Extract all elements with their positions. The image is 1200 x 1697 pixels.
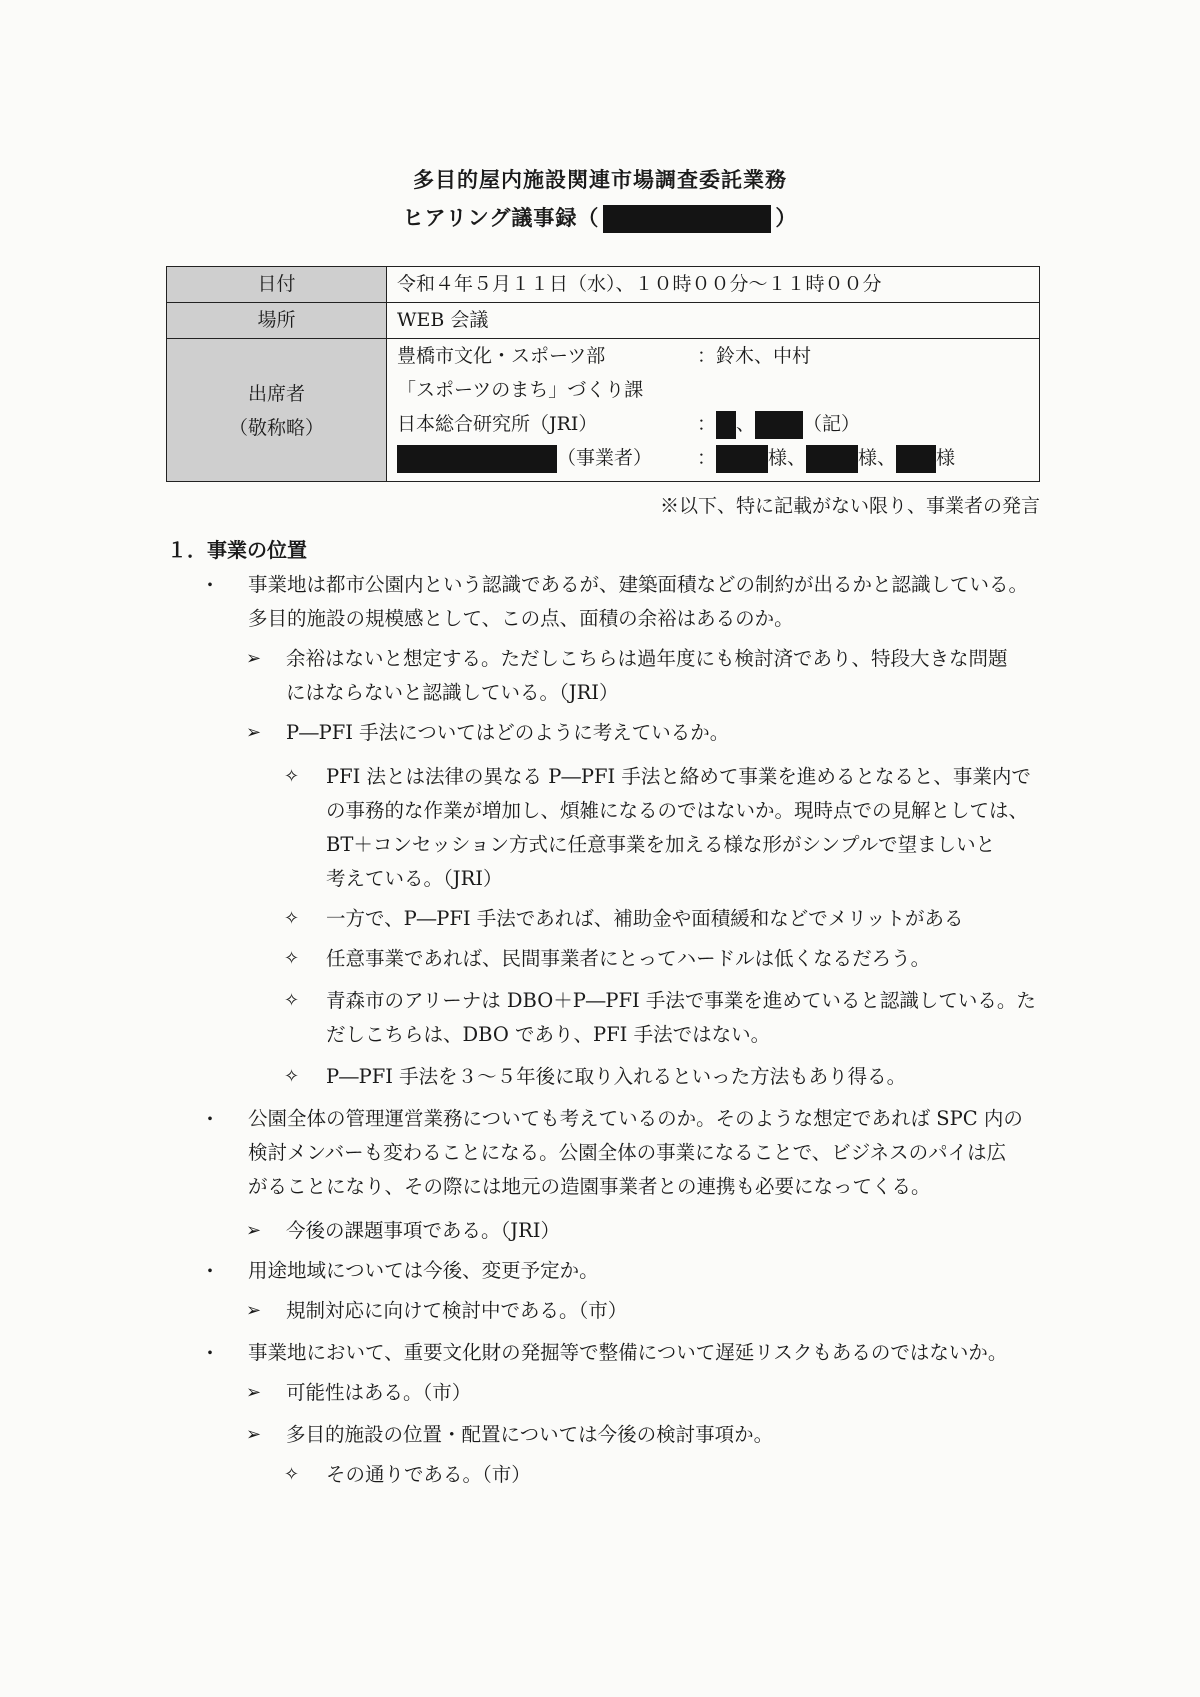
list-item <box>0 942 1200 978</box>
attendee-org: 「スポーツのまち」づくり課 <box>397 379 644 401</box>
redacted-company-name <box>603 205 771 233</box>
arrow-bullet-icon: ➢ <box>246 1424 262 1445</box>
redacted-name <box>896 445 936 473</box>
list-item <box>0 1060 1200 1096</box>
attendee-names <box>697 441 955 475</box>
diamond-bullet-icon: ✧ <box>284 766 300 787</box>
list-item <box>0 716 1200 752</box>
item-text: その通りである。（市） <box>326 1463 531 1486</box>
attendee-names <box>697 407 860 441</box>
item-text: 青森市のアリーナは DBO＋P―PFI 手法で事業を進めていると認識している。た だしこちらは、DBO であり、PFI 手法ではない。 <box>326 989 1036 1046</box>
subtitle-suffix: ） <box>775 206 798 230</box>
item-text: 可能性はある。（市） <box>286 1381 472 1404</box>
item-text: 多目的施設の位置・配置については今後の検討事項か。 <box>286 1423 774 1446</box>
item-text: PFI 法とは法律の異なる P―PFI 手法と絡めて事業を進めるとなると、事業内で の事務的な作業が増加し、煩雑になるのではないか。現時点での見解としては、 BT＋コンセッション方式に任意事業を加える様な形がシンプルで望ましいと 考えている。（JRI） <box>326 765 1031 890</box>
list-item <box>0 902 1200 938</box>
honorific: 様、 <box>768 447 807 469</box>
attendee-row-city <box>397 339 1039 373</box>
attendee-org: 豊橋市文化・スポーツ部 <box>397 345 606 367</box>
diamond-bullet-icon: ✧ <box>284 948 300 969</box>
separator: ： <box>697 447 717 469</box>
attendee-org: （事業者） <box>557 447 653 469</box>
list-item <box>0 1376 1200 1412</box>
redacted-name <box>755 411 803 439</box>
redacted-name <box>716 411 736 439</box>
attendees-label: 出席者 <box>247 383 305 405</box>
list-item <box>0 1294 1200 1330</box>
date-value: 令和４年５月１１日（水）、１０時００分～１１時００分 <box>387 267 1040 303</box>
list-item <box>0 984 1200 1054</box>
separator: 、 <box>736 413 756 435</box>
arrow-bullet-icon: ➢ <box>246 722 262 743</box>
place-label: 場所 <box>167 303 387 339</box>
item-text: 公園全体の管理運営業務についても考えているのか。そのような想定であれば SPC 内の 検討メンバーも変わることになる。公園全体の事業になることで、ビジネスのパイは広 がることになり、その際には地元の造園事業者との連携も必要になってくる。 <box>248 1107 1023 1198</box>
item-text: 事業地は都市公園内という認識であるが、建築面積などの制約が出るかと認識している。 多目的施設の規模感として、この点、面積の余裕はあるのか。 <box>248 573 1029 630</box>
bullet-dot-icon: ・ <box>200 1107 220 1131</box>
item-text: P―PFI 手法についてはどのように考えているか。 <box>286 721 730 744</box>
item-text: P―PFI 手法を３～５年後に取り入れるといった方法もあり得る。 <box>326 1065 907 1088</box>
list-item <box>0 1336 1200 1372</box>
item-text: 今後の課題事項である。（JRI） <box>286 1219 560 1242</box>
item-text: 用途地域については今後、変更予定か。 <box>248 1259 599 1282</box>
section-heading <box>167 534 307 563</box>
place-value: WEB 会議 <box>387 303 1040 339</box>
redacted-name <box>716 445 768 473</box>
list-item <box>0 1214 1200 1250</box>
recorder-note: （記） <box>803 413 861 435</box>
attendee-row-operator <box>397 441 1039 475</box>
subtitle-prefix: ヒアリング議事録（ <box>402 206 600 230</box>
speaker-note: ※以下、特に記載がない限り、事業者の発言 <box>659 495 1040 517</box>
item-text: 任意事業であれば、民間事業者にとってハードルは低くなるだろう。 <box>326 947 931 970</box>
item-text: 規制対応に向けて検討中である。（市） <box>286 1299 628 1322</box>
list-item <box>0 568 1200 638</box>
arrow-bullet-icon: ➢ <box>246 1220 262 1241</box>
attendee-names: ：鈴木、中村 <box>697 345 812 367</box>
date-label: 日付 <box>167 267 387 303</box>
diamond-bullet-icon: ✧ <box>284 1066 300 1087</box>
diamond-bullet-icon: ✧ <box>284 1464 300 1485</box>
attendees-list <box>387 339 1040 482</box>
redacted-name <box>806 445 858 473</box>
list-item <box>0 760 1200 900</box>
list-item <box>0 1102 1200 1206</box>
honorific: 様 <box>936 447 956 469</box>
section-title: 事業の位置 <box>207 538 307 562</box>
attendee-row-jri <box>397 407 1039 441</box>
section-number: １． <box>167 538 207 562</box>
bullet-dot-icon: ・ <box>200 1259 220 1283</box>
meeting-info-table <box>166 266 1040 482</box>
redacted-company-name <box>397 445 557 473</box>
document-title: 多目的屋内施設関連市場調査委託業務 <box>413 168 787 192</box>
separator: ： <box>697 413 717 435</box>
list-item <box>0 1418 1200 1454</box>
list-item <box>0 1458 1200 1494</box>
item-text: 事業地において、重要文化財の発掘等で整備について遅延リスクもあるのではないか。 <box>248 1341 1008 1364</box>
bullet-dot-icon: ・ <box>200 573 220 597</box>
honorific: 様、 <box>858 447 897 469</box>
attendees-header <box>167 339 387 482</box>
list-item <box>0 642 1200 712</box>
bullet-dot-icon: ・ <box>200 1341 220 1365</box>
arrow-bullet-icon: ➢ <box>246 648 262 669</box>
diamond-bullet-icon: ✧ <box>284 990 300 1011</box>
arrow-bullet-icon: ➢ <box>246 1382 262 1403</box>
arrow-bullet-icon: ➢ <box>246 1300 262 1321</box>
item-text: 余裕はないと想定する。ただしこちらは過年度にも検討済であり、特段大きな問題 にはならないと認識している。（JRI） <box>286 647 1008 704</box>
diamond-bullet-icon: ✧ <box>284 908 300 929</box>
list-item <box>0 1254 1200 1290</box>
attendee-row-division <box>397 373 1039 407</box>
attendees-sublabel: （敬称略） <box>228 417 324 439</box>
document-subtitle <box>0 202 1200 233</box>
attendee-org: 日本総合研究所（JRI） <box>397 413 598 435</box>
item-text: 一方で、P―PFI 手法であれば、補助金や面積緩和などでメリットがある <box>326 907 964 930</box>
